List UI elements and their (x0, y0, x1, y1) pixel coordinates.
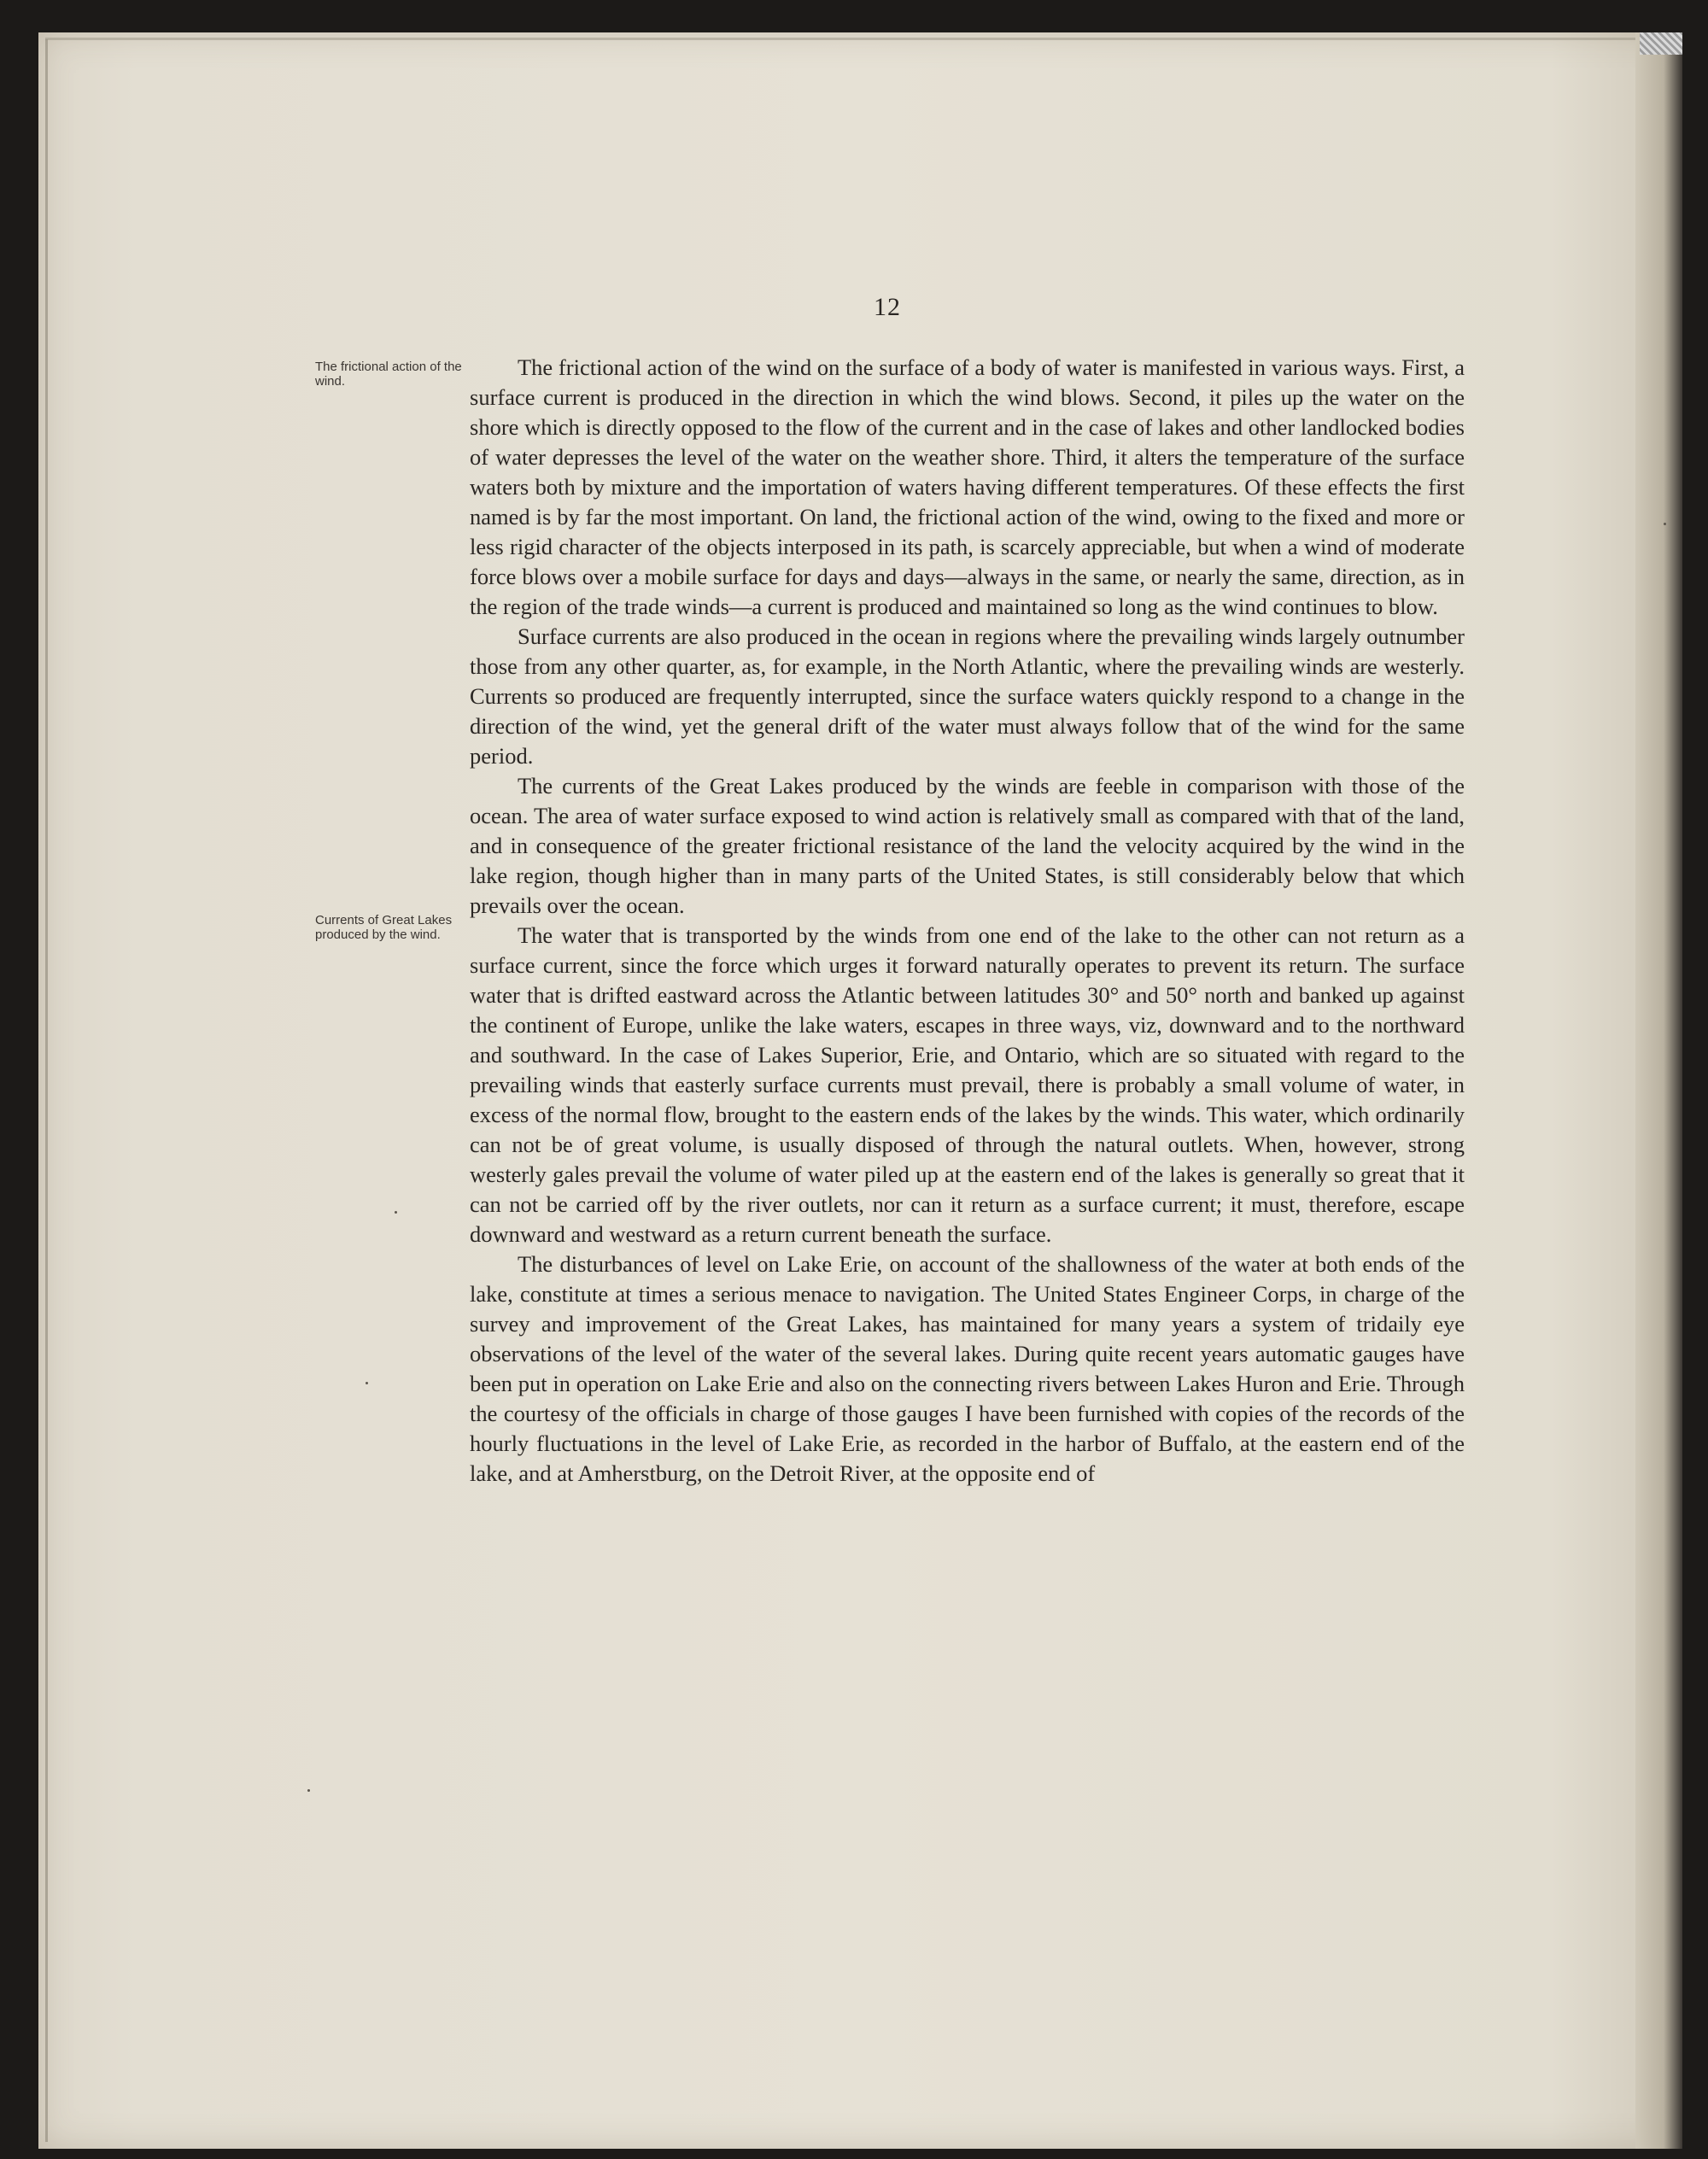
paper-speck (395, 1211, 397, 1214)
paragraph: The water that is transported by the winds from one end of the lake to the other can not return as a surface current, since the force which urges it forward naturally operates to prevent its return. The surface water that is drifted eastward across the Atlantic between latitudes 30° and 50° north and banked up against the continent of Europe, unlike the lake waters, escapes in three ways, viz, downward and to the northward and southward. In the case of Lakes Superior, Erie, and Ontario, which are so situated with regard to the prevailing winds that easterly surface currents must prevail, there is probably a small volume of water, in excess of the normal flow, brought to the eastern ends of the lakes by the winds. This water, which ordinarily can not be of great volume, is usually disposed of through the natural outlets. When, however, strong westerly gales prevail the volume of water piled up at the eastern end of the lakes is generally so great that it can not be carried off by the river outlets, nor can it return as a surface current; it must, therefore, escape downward and westward as a return current beneath the surface. (470, 922, 1465, 1247)
paper-speck (1664, 523, 1666, 525)
paper-speck (366, 1382, 368, 1384)
paragraph: The disturbances of level on Lake Erie, on account of the shallowness of the water at both ends of the lake, constitute at times a serious menace to navigation. The United States Engineer Corps, in charge of the survey and improvement of the Great Lakes, has maintained for many years a system of tridaily eye observations of the level of the water of the several lakes. During quite recent years automatic gauges have been put in operation on Lake Erie and also on the connecting rivers between Lakes Huron and Erie. Through the courtesy of the officials in charge of those gauges I have been furnished with copies of the records of the hourly fluctuations in the level of Lake Erie, as recorded in the harbor of Buffalo, at the eastern end of the lake, and at Amherstburg, on the Detroit River, at the opposite end of (470, 1251, 1465, 1486)
page-left-border (45, 39, 48, 2142)
sidenote-currents-great-lakes: Currents of Great Lakes produced by the wind. (315, 913, 453, 942)
page-number: 12 (874, 293, 901, 321)
sidenote-frictional-action: The frictional action of the wind. (315, 360, 462, 389)
paper-speck (307, 1789, 310, 1792)
corner-texture (1640, 32, 1682, 55)
paragraph: Surface currents are also produced in the ocean in regions where the prevailing winds largely outnumber those from any other quarter, as, for example, in the North Atlantic, where the prevailing winds are westerly. Currents so produced are frequently interrupted, since the surface waters quickly respond to a change in the direction of the wind, yet the general drift of the water must always follow that of the wind for the same period. (470, 623, 1465, 769)
paragraph: The frictional action of the wind on the surface of a body of water is manifested in various ways. First, a surface current is produced in the direction in which the wind blows. Second, it piles up the water on the shore which is directly opposed to the flow of the current and in the case of lakes and other landlocked bodies of water depresses the level of the water on the weather shore. Third, it alters the temperature of the surface waters both by mixture and the importation of waters having different temperatures. Of these effects the first named is by far the most important. On land, the frictional action of the wind, owing to the fixed and more or less rigid character of the objects interposed in its path, is scarcely appreciable, but when a wind of moderate force blows over a mobile surface for days and days—always in the same, or nearly the same, direction, as in the region of the trade winds—a current is produced and maintained so long as the wind continues to blow. (470, 354, 1465, 619)
page-binding-edge (1635, 32, 1682, 2149)
page-top-border (45, 38, 1676, 40)
main-text (470, 353, 1465, 1489)
paragraph: The currents of the Great Lakes produced by the winds are feeble in comparison with those of the ocean. The area of water surface exposed to wind action is relatively small as compared with that of the land, and in consequence of the greater frictional resistance of the land the velocity acquired by the wind in the lake region, though higher than in many parts of the United States, is still considerably below that which prevails over the ocean. (470, 773, 1465, 918)
